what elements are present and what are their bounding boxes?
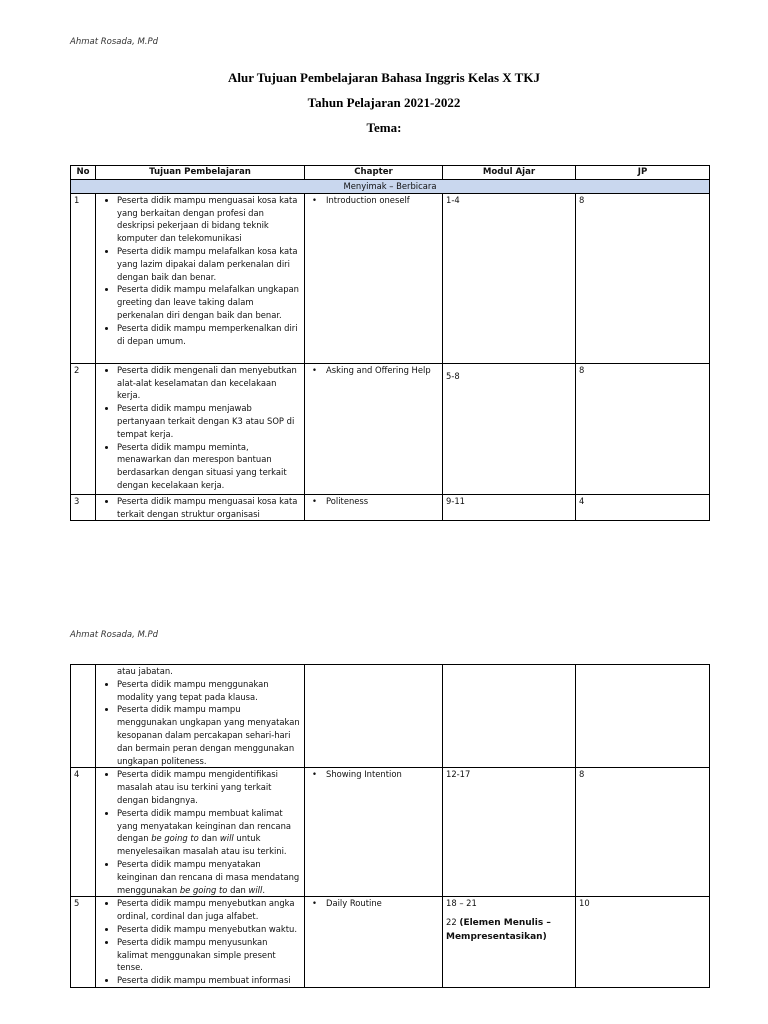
chapter-item: • Showing Intention bbox=[308, 768, 439, 781]
table-row bbox=[71, 193, 710, 363]
row-goals bbox=[96, 494, 305, 521]
table-row bbox=[71, 897, 710, 988]
table-row bbox=[71, 665, 710, 768]
row-modul: 12-17 bbox=[443, 768, 576, 897]
table-row bbox=[71, 363, 710, 494]
row-chapter bbox=[305, 665, 443, 768]
modul-value: 5-8 bbox=[446, 370, 460, 381]
goal-item: • Peserta didik mampu memperkenalkan diri di depan umum. bbox=[117, 322, 301, 348]
header-no: No bbox=[71, 166, 96, 180]
learning-goals-table bbox=[70, 165, 710, 521]
goal-item: • Peserta didik mampu menyusunkan kalimat menggunakan simple present tense. bbox=[117, 936, 301, 974]
goal-item: • Peserta didik mampu menyebutkan angka ordinal, cordinal dan juga alfabet. bbox=[117, 897, 301, 923]
goal-text: dan bbox=[227, 884, 249, 895]
goal-item: • Peserta didik mampu menguasai kosa kata terkait dengan struktur organisasi bbox=[117, 495, 301, 521]
row-goals bbox=[96, 768, 305, 897]
row-goals bbox=[96, 193, 305, 363]
document-title: Alur Tujuan Pembelajaran Bahasa Inggris Kelas X TKJ bbox=[228, 70, 540, 85]
modul-extra-element: (Elemen Menulis – Mempresentasikan) bbox=[446, 918, 551, 942]
row-modul: 1-4 bbox=[443, 193, 576, 363]
row-chapter bbox=[305, 768, 443, 897]
row-number: 3 bbox=[71, 494, 96, 521]
goal-item: • Peserta didik mampu menguasai kosa kata yang berkaitan dengan profesi dan deskripsi pekerjaan di bidang teknik komputer dan telekomunikasi bbox=[117, 194, 301, 245]
row-number: 2 bbox=[71, 363, 96, 494]
header-modul: Modul Ajar bbox=[443, 166, 576, 180]
header-tujuan: Tujuan Pembelajaran bbox=[96, 166, 305, 180]
row-chapter bbox=[305, 363, 443, 494]
section-label: Menyimak – Berbicara bbox=[71, 180, 710, 194]
header-jp: JP bbox=[576, 166, 710, 180]
chapter-item: • Asking and Offering Help bbox=[308, 364, 439, 377]
table-row bbox=[71, 768, 710, 897]
row-jp bbox=[576, 665, 710, 768]
row-jp: 8 bbox=[576, 768, 710, 897]
row-chapter bbox=[305, 494, 443, 521]
table-header-row bbox=[71, 166, 710, 180]
row-goals bbox=[96, 363, 305, 494]
goal-item: • Peserta didik mampu menjawab pertanyaan terkait dengan K3 atau SOP di tempat kerja. bbox=[117, 402, 301, 440]
author-header-page2: Ahmat Rosada, M.Pd bbox=[70, 630, 159, 640]
goal-text: untuk menyelesaikan masalah atau isu terkini. bbox=[117, 833, 287, 857]
row-jp: 8 bbox=[576, 363, 710, 494]
goal-item: • Peserta didik mampu menggunakan modality yang tepat pada klausa. bbox=[117, 678, 301, 704]
goal-item bbox=[117, 807, 301, 858]
row-modul bbox=[443, 897, 576, 988]
row-jp: 10 bbox=[576, 897, 710, 988]
goal-item: • Peserta didik mampu mampu menggunakan ungkapan yang menyatakan kesopanan dalam percakapan sehari-hari dan bermain peran dengan menggunakan ungkapan politeness. bbox=[117, 703, 301, 767]
theme-label: Tema: bbox=[366, 120, 402, 135]
row-goals bbox=[96, 897, 305, 988]
goal-emphasis: will bbox=[248, 884, 263, 895]
goal-item: • Peserta didik mampu mengidentifikasi masalah atau isu terkini yang terkait dengan bidangnya. bbox=[117, 768, 301, 806]
row-number: 5 bbox=[71, 897, 96, 988]
chapter-item: • Daily Routine bbox=[308, 897, 439, 910]
modul-extra bbox=[446, 916, 572, 944]
goal-item: • Peserta didik mampu membuat informasi bbox=[117, 974, 301, 987]
row-goals bbox=[96, 665, 305, 768]
chapter-item: • Introduction oneself bbox=[308, 194, 439, 207]
academic-year: Tahun Pelajaran 2021-2022 bbox=[307, 95, 461, 110]
goal-emphasis: be going to bbox=[179, 884, 228, 895]
goal-emphasis: be going to bbox=[151, 833, 199, 844]
modul-value: 18 – 21 bbox=[446, 898, 477, 909]
author-header: Ahmat Rosada, M.Pd bbox=[70, 37, 159, 47]
goal-item: • Peserta didik mampu meminta, menawarkan dan merespon bantuan berdasarkan dengan situasi yang terkait dengan kecelakaan kerja. bbox=[117, 441, 301, 492]
section-row bbox=[71, 180, 710, 194]
row-number bbox=[71, 665, 96, 768]
row-chapter bbox=[305, 897, 443, 988]
goal-item: • Peserta didik mampu melafalkan ungkapan greeting dan leave taking dalam perkenalan diri dengan baik dan benar. bbox=[117, 283, 301, 321]
chapter-item: • Politeness bbox=[308, 495, 439, 508]
goal-item: • Peserta didik mampu melafalkan kosa kata yang lazim dipakai dalam perkenalan diri dengan baik dan benar. bbox=[117, 245, 301, 283]
row-number: 4 bbox=[71, 768, 96, 897]
row-number: 1 bbox=[71, 193, 96, 363]
goal-item: • Peserta didik mampu menyebutkan waktu. bbox=[117, 923, 301, 936]
goal-text: Peserta didik mampu membuat kalimat yang menyatakan keinginan dan rencana dengan bbox=[117, 807, 292, 844]
learning-goals-table-continued bbox=[70, 664, 710, 988]
goal-emphasis: will bbox=[219, 833, 234, 844]
goal-item bbox=[117, 858, 301, 896]
goal-text: . bbox=[262, 884, 266, 895]
row-jp: 8 bbox=[576, 193, 710, 363]
header-chapter: Chapter bbox=[305, 166, 443, 180]
goal-text: dan bbox=[198, 833, 220, 844]
row-modul: 9-11 bbox=[443, 494, 576, 521]
goal-item: • Peserta didik mengenali dan menyebutkan alat-alat keselamatan dan kecelakaan kerja. bbox=[117, 364, 301, 402]
row-modul bbox=[443, 363, 576, 494]
row-chapter bbox=[305, 193, 443, 363]
goal-item-continued: atau jabatan. bbox=[117, 666, 173, 676]
modul-extra-number: 22 bbox=[446, 917, 460, 928]
row-modul bbox=[443, 665, 576, 768]
table-row bbox=[71, 494, 710, 521]
goal-text: Peserta didik mampu menyatakan keinginan dan rencana di masa mendatang menggunakan bbox=[117, 858, 300, 895]
row-jp: 4 bbox=[576, 494, 710, 521]
